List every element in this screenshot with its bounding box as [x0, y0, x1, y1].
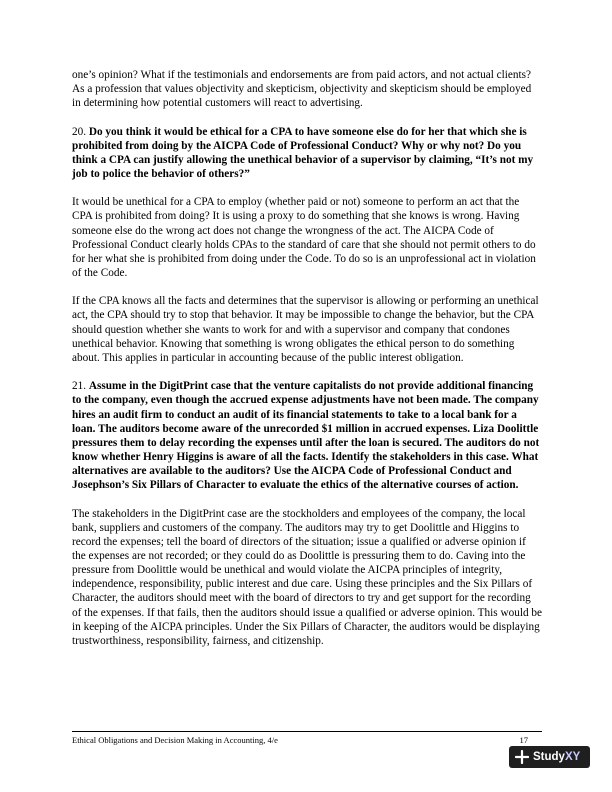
- paragraph-text: The stakeholders in the DigitPrint case are the stockholders and employees of the company, the local bank, suppliers and customers of the company. The auditors may try to get Doolittle and Higgins to record the expenses; tell the board of directors of the situation; issue a qualified or adverse opinion if the expenses are not recorded; or they could do as Doolittle is pressuring them to do. Caving into the pressure from Doolittle would be unethical and would violate the AICPA principles of integrity, independence, responsibility, public interest and due care. Using these principles and the Six Pillars of Character, the auditors should meet with the board of directors to try and get support for the recording of the expenses. If that fails, then the auditors should issue a qualified or adverse opinion. This would be in keeping of the AICPA principles. Under the Six Pillars of Character, the auditors would be displaying trustworthiness, responsibility, fairness, and citizenship.: [72, 507, 543, 647]
- page-number: 17: [519, 735, 528, 745]
- answer-20-paragraph-2: [72, 294, 542, 365]
- question-20: [72, 125, 542, 182]
- page-body: [72, 68, 542, 662]
- studyxy-logo: [509, 746, 590, 768]
- paragraph-text: one’s opinion? What if the testimonials and endorsements are from paid actors, and not actual clients? As a profession that values objectivity and skepticism, objectivity and skepticism should be employed in determining how potential customers will react to advertising.: [72, 69, 532, 110]
- logo-word: Study: [533, 751, 565, 763]
- question-21: [72, 379, 542, 492]
- question-number: 21.: [72, 380, 87, 393]
- question-number: 20.: [72, 125, 87, 138]
- plus-icon: [515, 750, 529, 764]
- page-footer: [72, 731, 542, 745]
- logo-suffix: XY: [564, 751, 581, 763]
- paragraph-continuation: [72, 68, 542, 110]
- question-text: Assume in the DigitPrint case that the venture capitalists do not provide additional financing to the company, even though the accrued expense adjustments have not been made. The company hires an audit firm to conduct an audit of its financial statements to take to a local bank for a loan. The auditors become aware of the unrecorded $1 million in accrued expenses. Liza Doolittle pressures them to delay recording the expenses until after the loan is secured. The auditors do not know whether Henry Higgins is aware of all the facts. Identify the stakeholders in this case. What alternatives are available to the auditors? Use the AICPA Code of Professional Conduct and Josephson’s Six Pillars of Character to evaluate the ethics of the alternative courses of action.: [72, 380, 540, 492]
- question-text: Do you think it would be ethical for a CPA to have someone else do for her that which she is prohibited from doing by the AICPA Code of Professional Conduct? Why or why not? Do you think a CPA can justify allowing the unethical behavior of a supervisor by claiming, “It’s not my job to police the behavior of others?”: [72, 125, 534, 181]
- answer-21: [72, 507, 542, 649]
- paragraph-text: If the CPA knows all the facts and determines that the supervisor is allowing or performing an unethical act, the CPA should try to stop that behavior. It may be impossible to change the behavior, but the CPA should question whether she wants to work for and with a supervisor and company that condones unethical behavior. Knowing that something is wrong obligates the ethical person to do something about. This applies in particular in accounting because of the public interest obligation.: [72, 295, 539, 364]
- paragraph-text: It would be unethical for a CPA to employ (whether paid or not) someone to perform an act that the CPA is prohibited from doing? It is using a proxy to do something that she knows is wrong. Having someone else do the wrong act does not change the wrongness of the act. The AICPA Code of Professional Conduct clearly holds CPAs to the standard of care that she should not permit others to do for her what she is prohibited from doing under the Code. To do so is an unprofessional act in violation of the Code.: [72, 196, 536, 280]
- answer-20-paragraph-1: [72, 195, 542, 280]
- footer-title: Ethical Obligations and Decision Making in Accounting, 4/e: [72, 735, 278, 745]
